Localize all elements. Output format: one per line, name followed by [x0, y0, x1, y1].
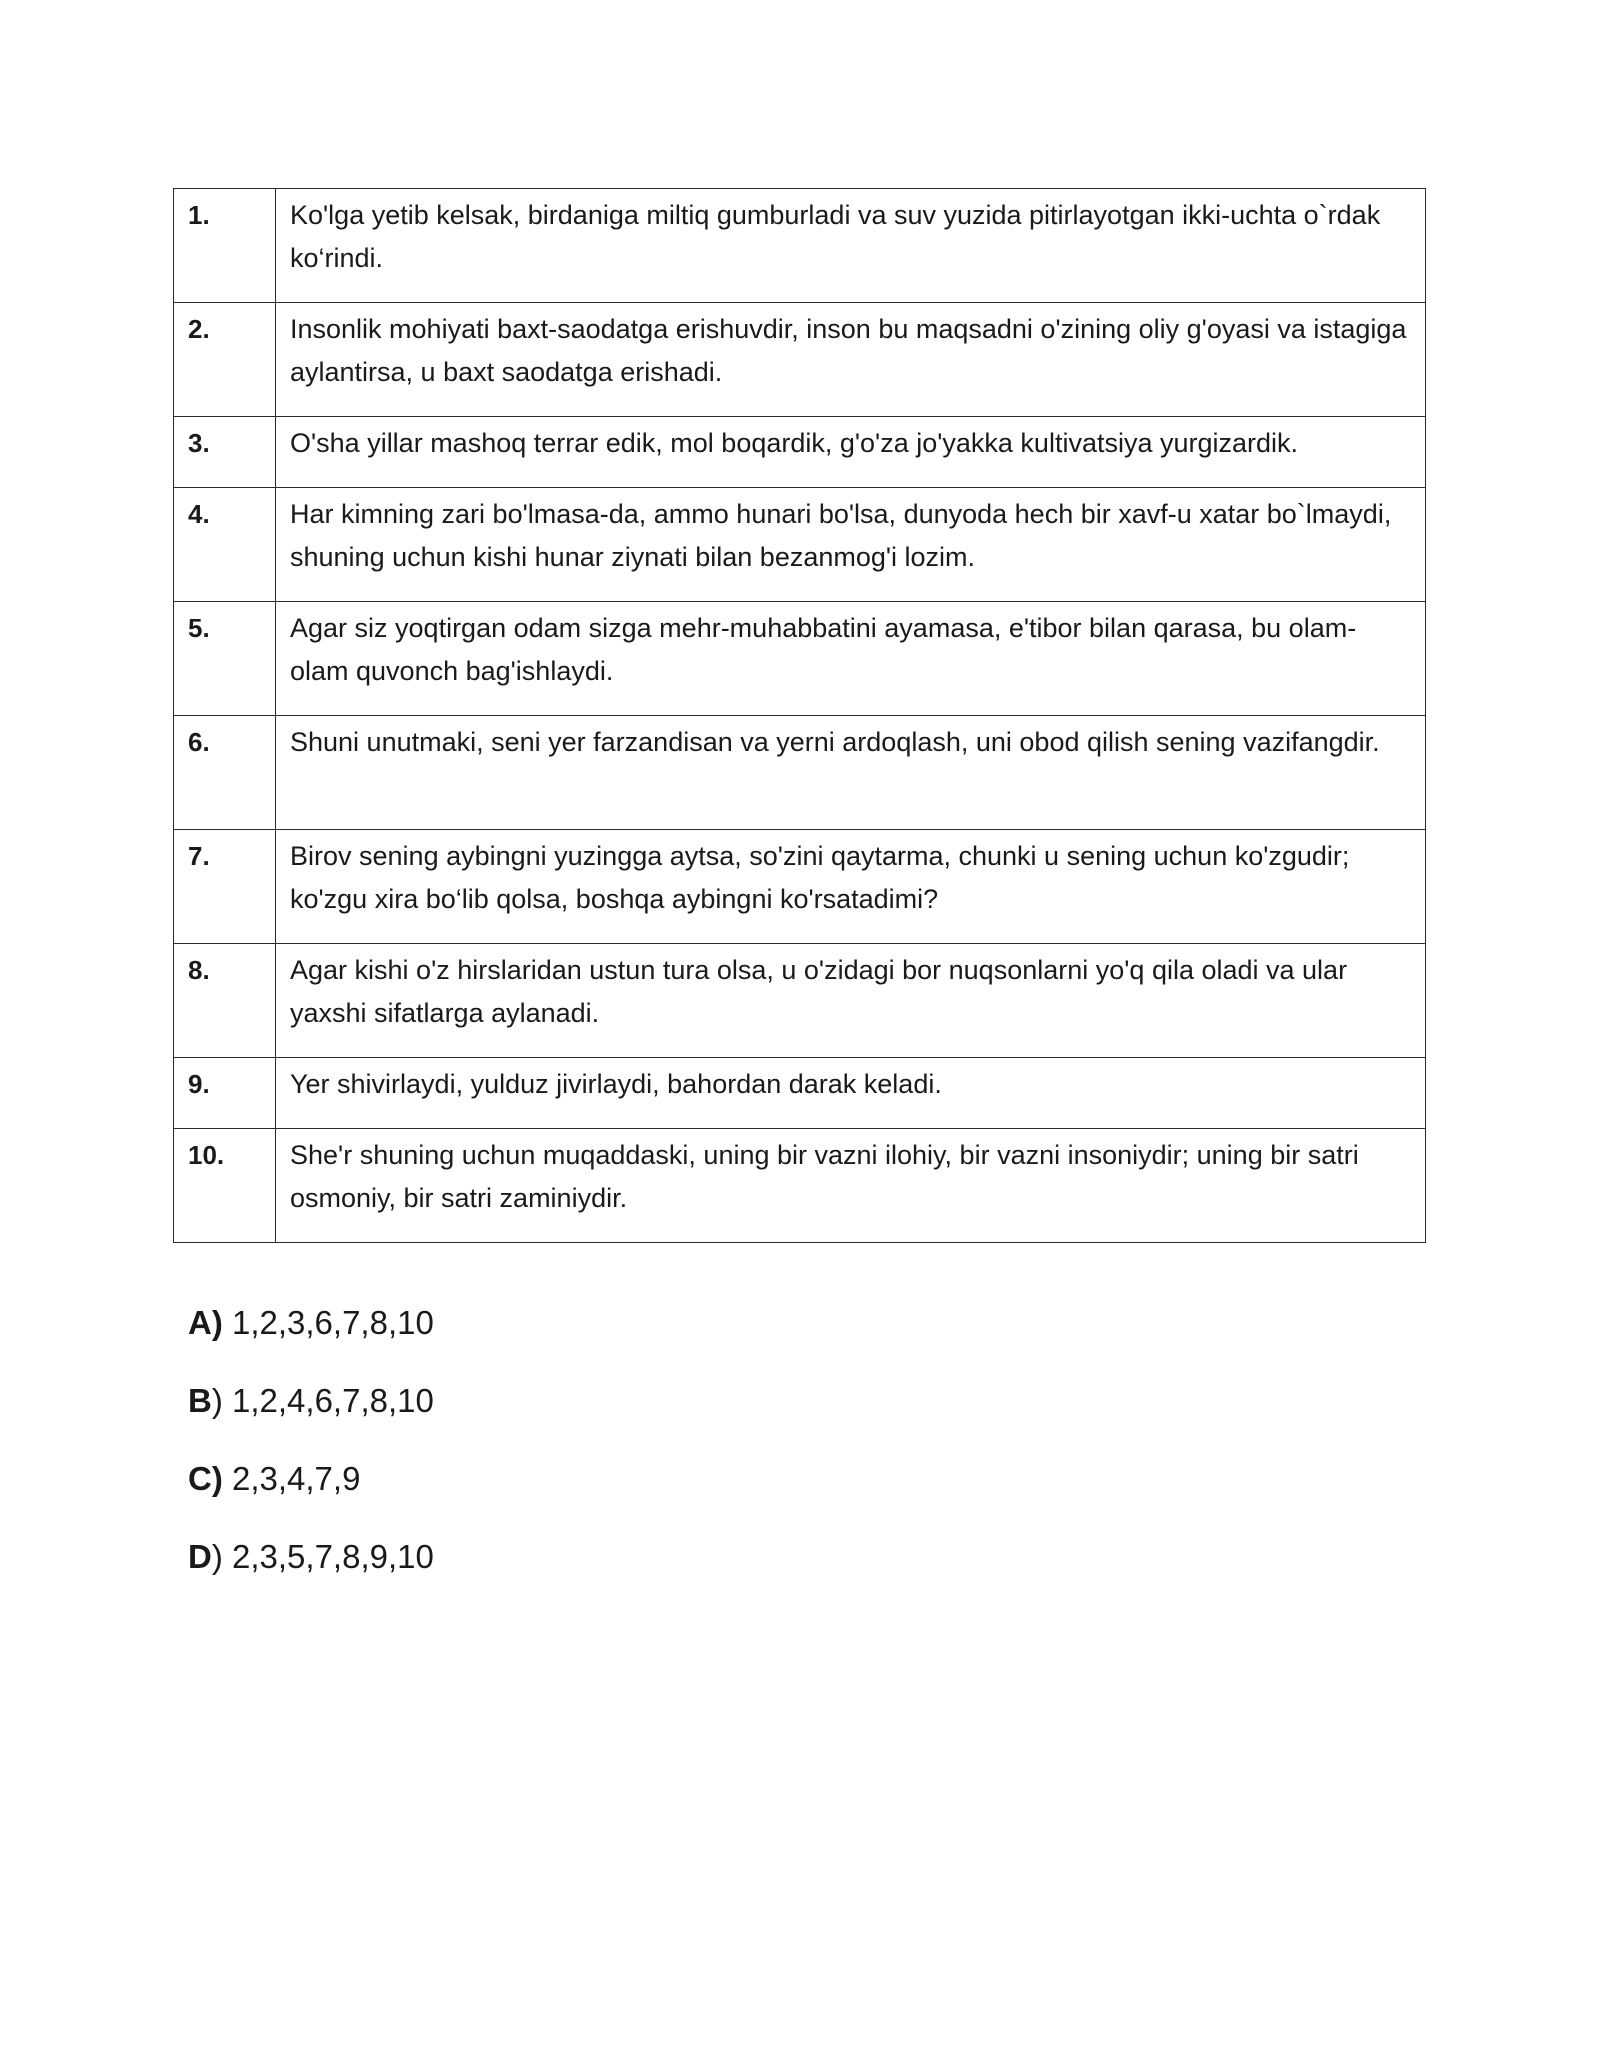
row-number: 9.	[174, 1058, 276, 1129]
sentences-table	[173, 188, 1426, 1243]
row-number: 7.	[174, 830, 276, 944]
row-sentence: O'sha yillar mashoq terrar edik, mol boqardik, g'o'za jo'yakka kultivatsiya yurgizardik.	[276, 417, 1426, 488]
row-number: 4.	[174, 488, 276, 602]
option-value: 2,3,4,7,9	[222, 1460, 361, 1497]
row-number: 1.	[174, 189, 276, 303]
option-value: 1,2,3,6,7,8,10	[222, 1304, 434, 1341]
table-row	[174, 417, 1426, 488]
option-letter: C)	[188, 1460, 223, 1497]
table-row	[174, 716, 1426, 830]
answer-option-b	[188, 1381, 434, 1421]
row-sentence: Ko'lga yetib kelsak, birdaniga miltiq gumburladi va suv yuzida pitirlayotgan ikki-uchta o`rdak ko‘rindi.	[276, 189, 1426, 303]
row-number: 2.	[174, 303, 276, 417]
row-sentence: Birov sening aybingni yuzingga aytsa, so'zini qaytarma, chunki u sening uchun ko'zgudir; ko'zgu xira bo‘lib qolsa, boshqa aybingni ko'rsatadimi?	[276, 830, 1426, 944]
table-row	[174, 1129, 1426, 1243]
answer-option-c	[188, 1459, 434, 1499]
option-letter: D	[188, 1538, 212, 1575]
row-sentence: Yer shivirlaydi, yulduz jivirlaydi, bahordan darak keladi.	[276, 1058, 1426, 1129]
answer-options	[188, 1303, 434, 1615]
table-row	[174, 944, 1426, 1058]
table-row	[174, 602, 1426, 716]
answer-option-a	[188, 1303, 434, 1343]
row-number: 10.	[174, 1129, 276, 1243]
row-sentence: She'r shuning uchun muqaddaski, uning bir vazni ilohiy, bir vazni insoniydir; uning bir satri osmoniy, bir satri zaminiydir.	[276, 1129, 1426, 1243]
row-number: 5.	[174, 602, 276, 716]
row-number: 6.	[174, 716, 276, 830]
table-row	[174, 303, 1426, 417]
option-paren: )	[211, 1382, 223, 1419]
option-paren: )	[211, 1538, 223, 1575]
answer-option-d	[188, 1537, 434, 1577]
option-value: 1,2,4,6,7,8,10	[222, 1382, 434, 1419]
table-row	[174, 830, 1426, 944]
row-sentence: Agar siz yoqtirgan odam sizga mehr-muhabbatini ayamasa, e'tibor bilan qarasa, bu olam- olam quvonch bag'ishlaydi.	[276, 602, 1426, 716]
row-number: 3.	[174, 417, 276, 488]
table-row	[174, 1058, 1426, 1129]
table-row	[174, 189, 1426, 303]
row-sentence: Agar kishi o'z hirslaridan ustun tura olsa, u o'zidagi bor nuqsonlarni yo'q qila oladi va ular yaxshi sifatlarga aylanadi.	[276, 944, 1426, 1058]
row-sentence: Insonlik mohiyati baxt-saodatga erishuvdir, inson bu maqsadni o'zining oliy g'oyasi va istagiga aylantirsa, u baxt saodatga erishadi.	[276, 303, 1426, 417]
option-value: 2,3,5,7,8,9,10	[222, 1538, 434, 1575]
row-sentence: Shuni unutmaki, seni yer farzandisan va yerni ardoqlash, uni obod qilish sening vazifangdir.	[276, 716, 1426, 830]
row-number: 8.	[174, 944, 276, 1058]
option-letter: A)	[188, 1304, 223, 1341]
table-row	[174, 488, 1426, 602]
option-letter: B	[188, 1382, 212, 1419]
row-sentence: Har kimning zari bo'lmasa-da, ammo hunari bo'lsa, dunyoda hech bir xavf-u xatar bo`lmaydi, shuning uchun kishi hunar ziynati bilan bezanmog'i lozim.	[276, 488, 1426, 602]
